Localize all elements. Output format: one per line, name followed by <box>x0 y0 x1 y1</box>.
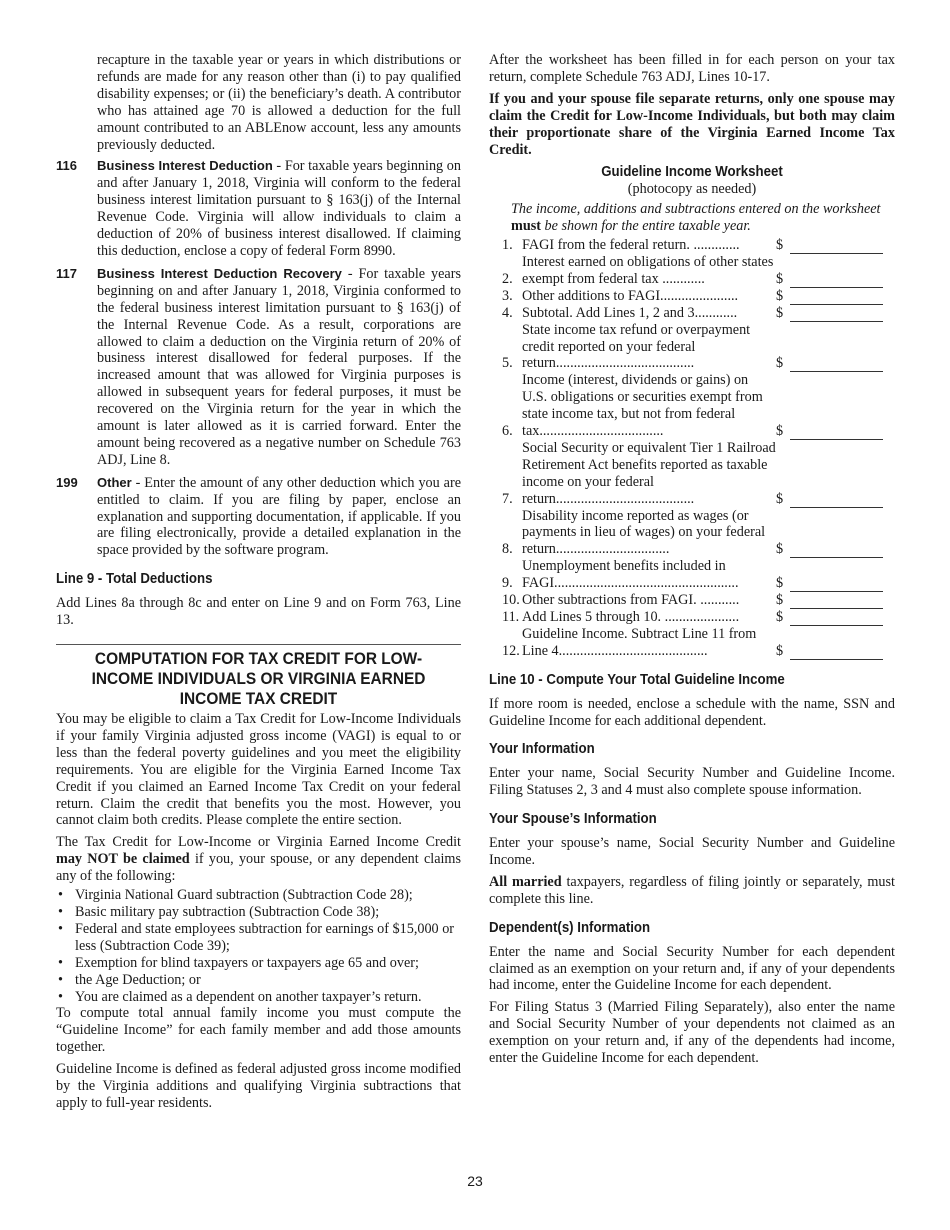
worksheet-line-label: Social Security or equivalent Tier 1 Railroad Retirement Act benefits reported as taxable income on your federal return....................................... <box>522 439 776 507</box>
worksheet-line-number: 5. <box>502 355 513 372</box>
worksheet-line-label: Other subtractions from FAGI. ........... <box>522 592 740 609</box>
continuation-paragraph: recapture in the taxable year or years in which distributions or refunds are made for any reason other than (i) to pay qualified disability expenses; or (ii) the beneficiary’s death. A contributor who has attained age 70 is allowed a deduction for the full amount contributed to an ABLEnow account, less any amounts previously deducted. <box>97 52 461 153</box>
line9-heading: Line 9 - Total Deductions <box>56 571 213 588</box>
dollar-sign: $ <box>776 355 784 372</box>
computation-paragraph-2: The Tax Credit for Low-Income or Virginia Earned Income Credit may NOT be claimed if you, your spouse, or any dependent claims any of the following: <box>56 834 461 885</box>
deduction-code-list <box>56 158 461 559</box>
worksheet-line-number: 6. <box>502 423 513 440</box>
worksheet-line-number: 7. <box>502 490 513 507</box>
computation-paragraph-3: To compute total annual family income you must compute the “Guideline Income” for each family member and add those amounts together. <box>56 1005 461 1056</box>
dollar-sign: $ <box>776 541 784 558</box>
left-column <box>56 52 461 1117</box>
deduction-code-number: 116 <box>56 158 77 174</box>
worksheet-line-label: Disability income reported as wages (or payments in lieu of wages) on your federal return................................ <box>522 507 766 558</box>
deduction-code-title: Business Interest Deduction <box>97 158 273 174</box>
worksheet-amount-field[interactable] <box>790 493 883 508</box>
worksheet-line-label: FAGI from the federal return. ............. <box>522 237 740 254</box>
dollar-sign: $ <box>776 237 784 254</box>
exclusion-item: • Federal and state employees subtraction for earnings of $15,000 or less (Subtraction Code 39); <box>56 921 461 955</box>
line10-heading: Line 10 - Compute Your Total Guideline Income <box>489 671 785 688</box>
page-number: 23 <box>467 1173 483 1189</box>
dollar-sign: $ <box>776 592 784 609</box>
dollar-sign: $ <box>776 270 784 287</box>
exclusion-item: • You are claimed as a dependent on another taxpayer’s return. <box>56 989 461 1006</box>
worksheet-subtitle: (photocopy as needed) <box>627 181 757 198</box>
worksheet-lines <box>489 237 895 660</box>
worksheet-line-label: Interest earned on obligations of other states exempt from federal tax ............ <box>522 253 774 287</box>
worksheet-line-5 <box>489 322 895 373</box>
dependent-info-heading: Dependent(s) Information <box>489 919 651 936</box>
worksheet-line-6 <box>489 372 895 440</box>
dollar-sign: $ <box>776 642 784 659</box>
deduction-code-number: 117 <box>56 265 77 281</box>
worksheet-line-number: 8. <box>502 541 513 558</box>
worksheet-amount-field[interactable] <box>790 645 883 660</box>
spouse-info-heading: Your Spouse’s Information <box>489 811 657 828</box>
worksheet-note-must: must <box>511 218 541 235</box>
worksheet-line-4 <box>489 305 895 322</box>
your-info-heading: Your Information <box>489 741 595 758</box>
deduction-code-number: 199 <box>56 474 78 490</box>
worksheet-line-10 <box>489 592 895 609</box>
worksheet-line-3 <box>489 288 895 305</box>
dollar-sign: $ <box>776 490 784 507</box>
worksheet-line-number: 11. <box>502 609 520 625</box>
worksheet-amount-field[interactable] <box>790 307 883 322</box>
married-paragraph: All married taxpayers, regardless of filing jointly or separately, must complete this line. <box>489 873 895 907</box>
exclusion-list <box>56 887 461 1005</box>
deduction-code-title: Business Interest Deduction Recovery <box>97 265 342 281</box>
spouse-info-text: Enter your spouse’s name, Social Security Number and Guideline Income. <box>489 835 895 868</box>
separate-returns-notice: If you and your spouse file separate returns, only one spouse may claim the Credit for Low-Income Individuals, but both may claim their proportionate share of the Virginia Earned Income Tax Credit. <box>489 90 895 158</box>
may-not-be-claimed: may NOT be claimed <box>56 851 190 868</box>
worksheet-line-number: 12. <box>502 642 520 659</box>
worksheet-line-number: 1. <box>502 237 513 254</box>
line10-text: If more room is needed, enclose a schedule with the name, SSN and Guideline Income for each additional dependent. <box>489 695 895 729</box>
deduction-code-body: Other - Enter the amount of any other deduction which you are entitled to claim. If you are filing by paper, enclose an explanation and supporting documentation, if applicable. If you are filing electronically, provide a detailed explanation in the space provided by the software program. <box>97 474 461 559</box>
dollar-sign: $ <box>776 575 784 592</box>
worksheet-line-11 <box>489 609 895 626</box>
dollar-sign: $ <box>776 304 784 321</box>
line9-text: Add Lines 8a through 8c and enter on Line 9 and on Form 763, Line 13. <box>56 595 461 629</box>
right-column <box>489 52 895 1072</box>
dependent-info-paragraph-1: Enter the name and Social Security Number for each dependent claimed as an exemption on your return and, if any of your dependents had income, enter the Guideline Income for each dependent. <box>489 943 895 994</box>
exclusion-item: • Basic military pay subtraction (Subtraction Code 38); <box>56 904 461 921</box>
section-divider <box>56 644 461 645</box>
dollar-sign: $ <box>776 609 784 625</box>
worksheet-amount-field[interactable] <box>790 594 883 609</box>
worksheet-title: Guideline Income Worksheet <box>601 164 783 181</box>
worksheet-line-label: State income tax refund or overpayment credit reported on your federal return....................................... <box>522 321 751 372</box>
worksheet-line-12 <box>489 626 895 660</box>
exclusion-item: • the Age Deduction; or <box>56 972 461 989</box>
worksheet-line-label: Unemployment benefits included in FAGI.................................................... <box>522 558 739 592</box>
worksheet-amount-field[interactable] <box>790 290 883 305</box>
worksheet-line-7 <box>489 440 895 508</box>
worksheet-amount-field[interactable] <box>790 577 883 592</box>
worksheet-line-9 <box>489 558 895 592</box>
deduction-code-body: Business Interest Deduction - For taxable years beginning on and after January 1, 2018, Virginia will conform to the federal business interest limitation pursuant to § 163(j) of the Internal Revenue Code. Virginia will allow individuals to claim a deduction of 20% of business interest disallowed. If claiming this deduction, enclose a copy of federal Form 8990. <box>97 158 461 259</box>
dollar-sign: $ <box>776 423 784 440</box>
deduction-code-body: Business Interest Deduction Recovery - For taxable years beginning on and after January 1, 2018, Virginia conformed to the federal business interest limitation pursuant to § 163(j) of the Internal Revenue Code. As a result, corporations are allowed to claim a deduction on the Virginia return of 20% of business interest disallowed for federal purposes. If the increased amount that was allowed for Virginia purposes is allowed in subsequent years for federal purposes, it must be recovered on the Virginia return for the year in which the amount is later allowed as it is carried forward. Enter the amount being recovered as a negative number on Schedule 763 ADJ, Line 8. <box>97 265 461 468</box>
dependent-info-paragraph-2: For Filing Status 3 (Married Filing Separately), also enter the name and Social Security Number of your dependents not claimed as an exemption on your return and, if any of the dependents had income, enter the Guideline Income for each dependent. <box>489 999 895 1067</box>
worksheet-line-label: Subtotal. Add Lines 1, 2 and 3............ <box>522 304 738 321</box>
worksheet-amount-field[interactable] <box>790 273 883 288</box>
computation-paragraph-4: Guideline Income is defined as federal adjusted gross income modified by the Virginia additions and qualifying Virginia subtractions that apply to full-year residents. <box>56 1061 461 1111</box>
worksheet-amount-field[interactable] <box>790 543 883 558</box>
your-info-text: Enter your name, Social Security Number and Guideline Income. Filing Statuses 2, 3 and 4 must also complete spouse information. <box>489 765 895 799</box>
computation-heading: COMPUTATION FOR TAX CREDIT FOR LOW-INCOME INDIVIDUALS OR VIRGINIA EARNED INCOME TAX CREDIT <box>91 649 426 708</box>
deduction-code-199 <box>56 475 461 560</box>
computation-paragraph-1: You may be eligible to claim a Tax Credit for Low-Income Individuals if your family Virginia adjusted gross income (VAGI) is equal to or less than the federal poverty guidelines and you meet the eligibility requirements. You are eligible for the Virginia Earned Income Tax Credit if you claimed an Earned Income Tax Credit on your federal return. Claim the credit that benefits you the most. However, you cannot claim both credits. Please complete the entire section. <box>56 711 461 829</box>
worksheet-line-number: 9. <box>502 575 513 592</box>
worksheet-note: The income, additions and subtractions entered on the worksheet must be shown for the entire taxable year. <box>511 201 881 235</box>
worksheet-line-number: 10. <box>502 592 520 609</box>
worksheet-line-number: 3. <box>502 287 513 304</box>
deduction-code-117 <box>56 266 461 469</box>
dollar-sign: $ <box>776 287 784 304</box>
exclusion-item: • Exemption for blind taxpayers or taxpayers age 65 and over; <box>56 955 461 972</box>
worksheet-line-label: Other additions to FAGI...................... <box>522 287 739 304</box>
worksheet-amount-field[interactable] <box>790 425 883 440</box>
worksheet-line-1 <box>489 237 895 254</box>
worksheet-intro: After the worksheet has been filled in for each person on your tax return, complete Schedule 763 ADJ, Lines 10-17. <box>489 52 895 85</box>
deduction-code-116 <box>56 158 461 259</box>
worksheet-line-label: Income (interest, dividends or gains) on U.S. obligations or securities exempt from state income tax, but not from federal tax................................... <box>522 372 763 440</box>
worksheet-amount-field[interactable] <box>790 357 883 372</box>
exclusion-item: • Virginia National Guard subtraction (Subtraction Code 28); <box>56 887 461 904</box>
worksheet-line-8 <box>489 508 895 559</box>
worksheet-line-number: 2. <box>502 270 513 287</box>
worksheet-line-number: 4. <box>502 304 513 321</box>
worksheet-line-label: Guideline Income. Subtract Line 11 from Line 4.......................................... <box>522 625 757 659</box>
worksheet-amount-field[interactable] <box>790 611 883 626</box>
worksheet-amount-field[interactable] <box>790 239 883 254</box>
worksheet-line-2 <box>489 254 895 288</box>
worksheet-line-label: Add Lines 5 through 10. ..................... <box>522 609 740 625</box>
deduction-code-title: Other <box>97 474 132 490</box>
